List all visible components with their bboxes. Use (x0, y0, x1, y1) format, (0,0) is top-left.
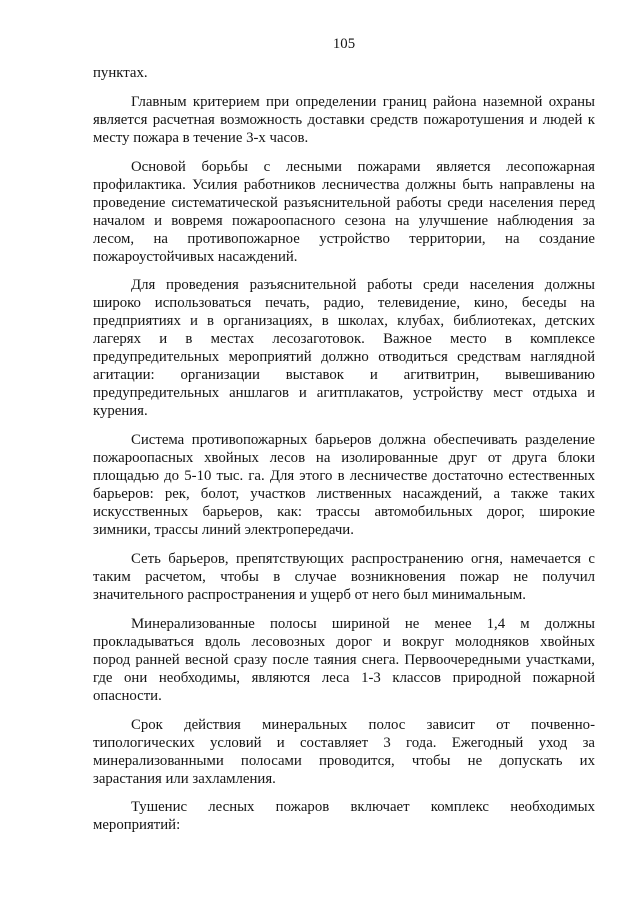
text-line: зарастания или захламления. (93, 770, 276, 787)
text-line: барьеров: рек, болот, участков лиственных насаждений, а также таких (93, 486, 595, 503)
text-line: Срок действия минеральных полос зависит от почвенно- (131, 716, 595, 733)
text-line: широко использоваться печать, радио, телевидение, кино, беседы на (93, 295, 595, 312)
text-line: Для проведения разъяснительной работы среди населения должны (131, 277, 595, 294)
text-block (93, 64, 595, 834)
paragraph (93, 276, 595, 420)
text-line: значительного распространения и ущерб от него был минимальным. (93, 586, 526, 603)
text-line: предупредительных аншлагов и агитплакатов, устройству мест отдыха и (93, 385, 595, 402)
paragraph (93, 798, 595, 834)
text-line: минерализованными полосами проводится, чтобы не допускать их (93, 752, 595, 769)
text-line: месту пожара в течение 3-х часов. (93, 129, 309, 146)
text-line: Минерализованные полосы шириной не менее 1,4 м должны (131, 615, 595, 632)
text-line: опасности. (93, 687, 162, 704)
text-line: Система противопожарных барьеров должна обеспечивать разделение (131, 432, 595, 449)
text-line: пород ранней весной сразу после таяния снега. Первоочередными участками, (93, 651, 595, 668)
text-line: профилактика. Усилия работников лесничества должны быть направлены на (93, 176, 595, 193)
text-line: предупредительных мероприятий должно отводиться средствам наглядной (93, 349, 595, 366)
text-line: где они необходимы, являются леса 1-3 классов природной пожарной (93, 669, 595, 686)
text-line: пожароопасных хвойных лесов на изолированные друг от друга блоки (93, 450, 595, 467)
text-line: Главным критерием при определении границ района наземной охраны (131, 93, 595, 110)
text-line: агитации: организации выставок и агитвитрин, вывешиванию (93, 367, 595, 384)
paragraph (93, 615, 595, 705)
text-line: предприятиях и в организациях, в школах, клубах, библиотеках, детских (93, 313, 595, 330)
text-line: площадью до 5-10 тыс. га. Для этого в лесничестве достаточно естественных (93, 468, 595, 485)
text-line: Тушенис лесных пожаров включает комплекс необходимых (131, 799, 595, 816)
paragraph (93, 550, 595, 604)
text-line: Основой борьбы с лесными пожарами является лесопожарная (131, 158, 595, 175)
text-line: типологических условий и составляет 3 года. Ежегодный уход за (93, 734, 595, 751)
text-line: пожароустойчивых насаждений. (93, 248, 298, 265)
text-line: прокладываться вдоль лесовозных дорог и вокруг молодняков хвойных (93, 633, 595, 650)
text-line: пунктах. (93, 65, 148, 81)
text-line: проведение систематической разъяснительной работы среди населения перед (93, 194, 595, 211)
text-line: Сеть барьеров, препятствующих распространению огня, намечается с (131, 550, 595, 567)
paragraph (93, 431, 595, 539)
text-line: искусственных барьеров, как: трассы автомобильных дорог, широкие (93, 504, 595, 521)
paragraph (93, 158, 595, 266)
paragraph (93, 64, 595, 82)
text-line: курения. (93, 403, 148, 420)
text-line: началом и вовремя пожароопасного сезона на улучшение наблюдения за (93, 212, 595, 229)
text-line: является расчетная возможность доставки средств пожаротушения и людей к (93, 111, 595, 128)
text-line: лесом, на противопожарное устройство территории, на создание (93, 230, 595, 247)
text-line: таким расчетом, чтобы в случае возникновения пожар не получил (93, 568, 595, 585)
page-number: 105 (332, 36, 356, 52)
paragraph (93, 93, 595, 147)
text-line: лагерях и в местах лесозаготовок. Важное место в комплексе (93, 331, 595, 348)
text-line: зимники, трассы линий электропередачи. (93, 522, 354, 539)
text-line: мероприятий: (93, 817, 181, 834)
paragraph (93, 716, 595, 788)
